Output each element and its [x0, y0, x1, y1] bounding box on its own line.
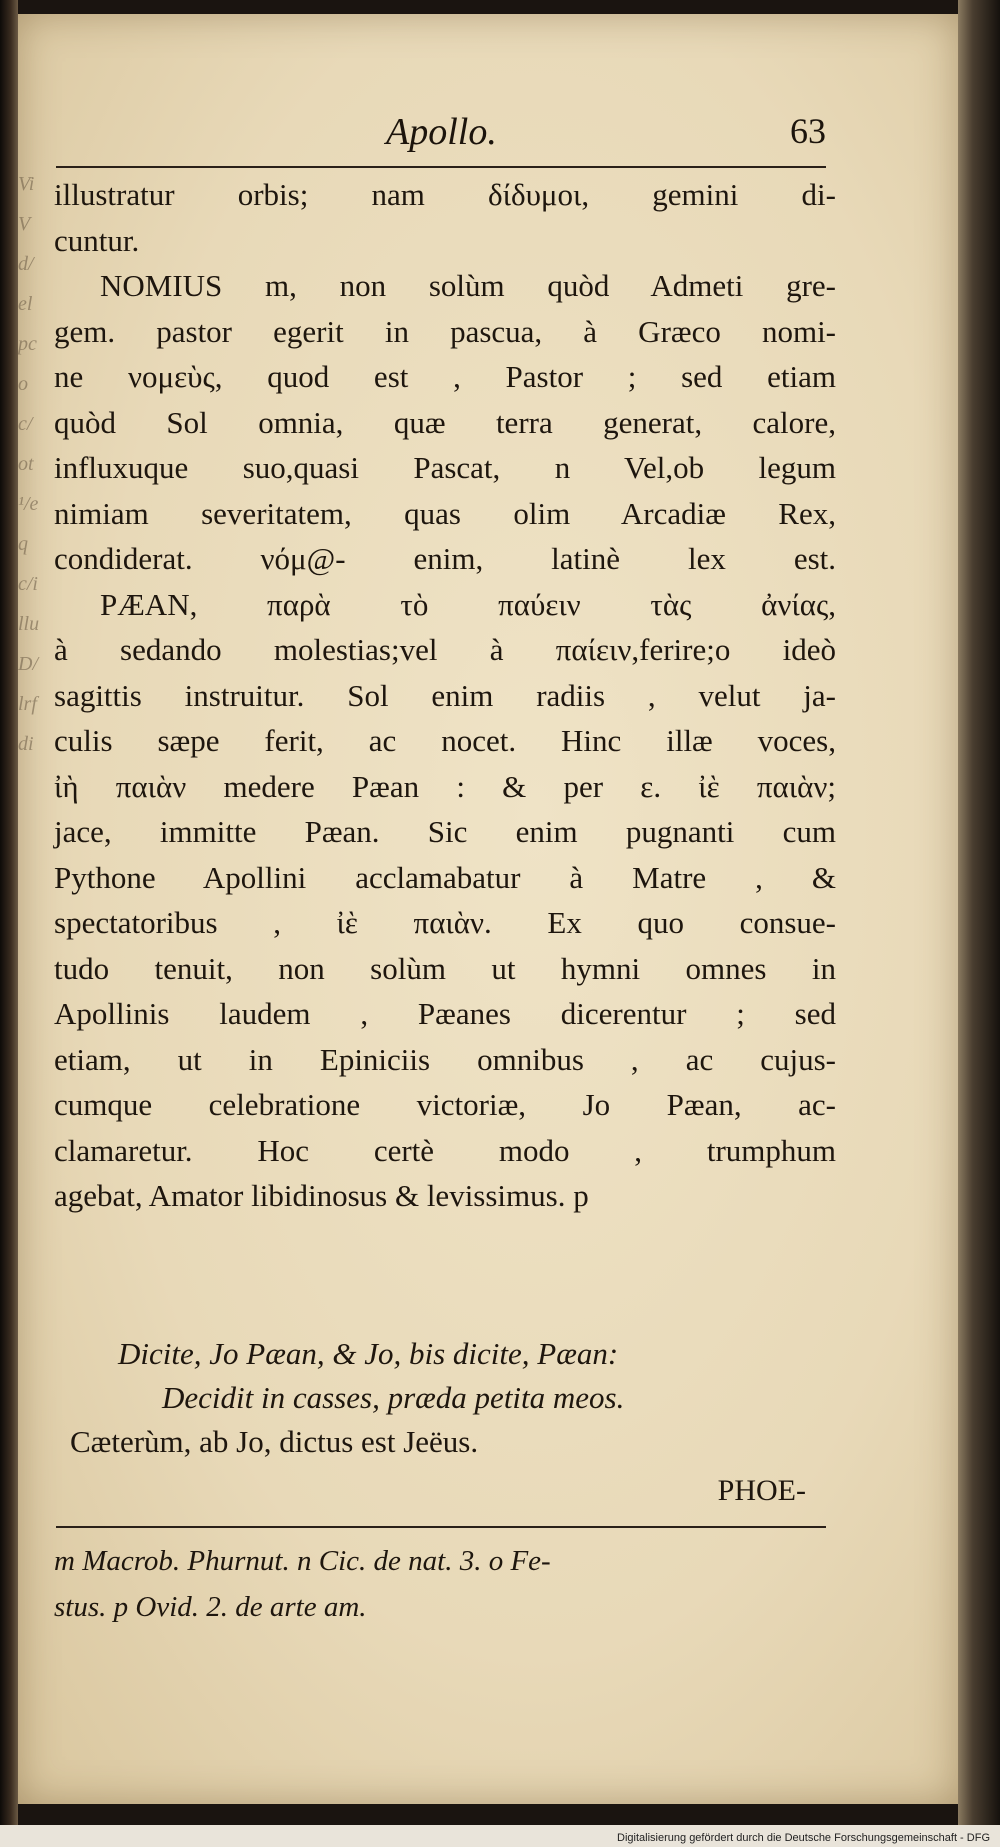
running-title: Apollo. [386, 111, 497, 153]
text-line: NOMIUS m, non solùm quòd Admeti gre- [100, 268, 836, 303]
footnotes [54, 1538, 836, 1630]
credit-bar [0, 1825, 1000, 1847]
text-line: illustratur orbis; nam δίδυμοι, gemini di- [54, 177, 836, 212]
text-line: condiderat. νόμ@- enim, latinè lex est. [54, 541, 836, 576]
catchword: PHOE- [717, 1474, 806, 1507]
digitization-credit: Digitalisierung gefördert durch die Deutsche Forschungsgemeinschaft - DFG [617, 1832, 990, 1844]
text-line: nimiam severitatem, quas olim Arcadiæ Rex, [54, 495, 836, 531]
page-header [56, 110, 826, 158]
footnote-line: m Macrob. Phurnut. n Cic. de nat. 3. o Fe- [54, 1545, 551, 1577]
text-line: Cæterùm, ab Jo, dictus est Jeëus. [70, 1424, 479, 1459]
page-fore-edge [958, 0, 1000, 1847]
text-line: cumque celebratione victoriæ, Jo Pæan, ac- [54, 1087, 836, 1122]
text-line: spectatoribus , ἰὲ παιὰν. Ex quo consue- [54, 905, 836, 940]
margin-bleed-text: ViVd/elpcoc/ot¹/eqc/illuD/lrfdi [18, 173, 40, 755]
text-line: Pythone Apollini acclamabatur à Matre , & [54, 859, 836, 895]
text-line: Apollinis laudem , Pæanes dicerentur ; sed [54, 996, 836, 1031]
header-rule [56, 166, 826, 168]
verse-line: Decidit in casses, præda petita meos. [162, 1380, 625, 1415]
footnote-line: stus. p Ovid. 2. de arte am. [54, 1591, 367, 1623]
text-line: influxuque suo,quasi Pascat, n Vel,ob legum [54, 450, 836, 485]
text-line: sagittis instruitur. Sol enim radiis , velut ja- [54, 677, 836, 713]
text-line: clamaretur. Hoc certè modo , trumphum [54, 1132, 836, 1168]
text-line: jace, immitte Pæan. Sic enim pugnanti cum [54, 814, 836, 849]
book-spine [0, 0, 18, 1847]
text-line: cuntur. [54, 222, 140, 258]
text-line: PÆAN, παρὰ τὸ παύειν τὰς ἀνίας, [100, 586, 836, 622]
text-line: etiam, ut in Epiniciis omnibus , ac cujus- [54, 1041, 836, 1077]
text-line: gem. pastor egerit in pascua, à Græco nomi- [54, 313, 836, 349]
text-line: ne νομεὺς, quod est , Pastor ; sed etiam [54, 359, 836, 394]
verse-quotation [54, 1332, 836, 1464]
text-line: à sedando molestias;vel à παίειν,ferire;o ideò [54, 632, 836, 667]
verse-line: Dicite, Jo Pæan, & Jo, bis dicite, Pæan: [118, 1336, 619, 1371]
text-line: agebat, Amator libidinosus & levissimus. p [54, 1178, 589, 1213]
text-line: quòd Sol omnia, quæ terra generat, calore, [54, 404, 836, 440]
page-number: 63 [790, 111, 826, 151]
text-line: ἰὴ παιὰν medere Pæan : & per ε. ἰὲ παιὰν; [54, 768, 836, 804]
main-text [54, 172, 836, 1219]
text-line: culis sæpe ferit, ac nocet. Hinc illæ voces, [54, 723, 836, 758]
book-page [18, 14, 958, 1804]
footnote-rule [56, 1526, 826, 1528]
text-line: tudo tenuit, non solùm ut hymni omnes in [54, 950, 836, 986]
